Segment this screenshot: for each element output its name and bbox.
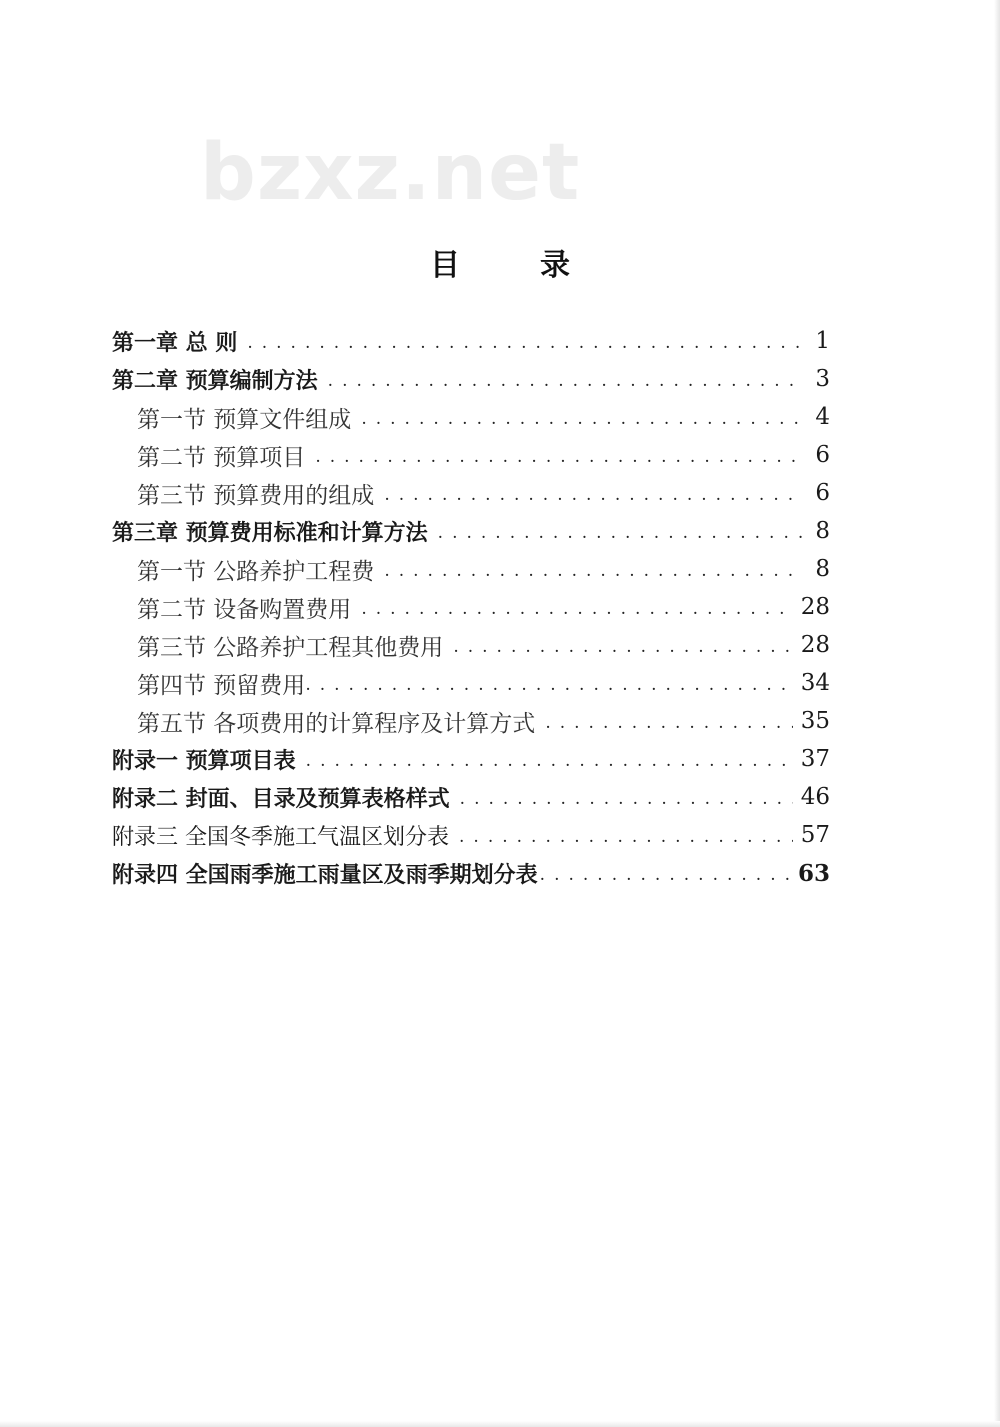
toc-entry-chapter-3-section-2[interactable] — [112, 588, 830, 626]
toc-entry-chapter-2-section-2[interactable] — [112, 436, 830, 474]
toc-entry-page: 57 — [793, 822, 830, 848]
toc-entry-page: 8 — [802, 556, 830, 582]
page-title — [0, 240, 1000, 284]
toc-entry-label: 第二节 预算项目 — [112, 439, 315, 472]
title-char-1: 目 — [430, 248, 460, 283]
leader-dots — [361, 403, 802, 431]
toc-entry-appendix-2[interactable] — [112, 778, 830, 816]
toc-entry-appendix-3[interactable] — [112, 816, 830, 854]
toc-entry-label: 第一章 总 则 — [112, 326, 247, 357]
toc-entry-page: 28 — [793, 594, 830, 620]
toc-entry-chapter-2[interactable] — [112, 360, 830, 398]
table-of-contents — [112, 322, 830, 892]
toc-entry-appendix-4[interactable] — [112, 854, 830, 892]
toc-entry-chapter-1[interactable] — [112, 322, 830, 360]
toc-entry-label: 附录一 预算项目表 — [112, 744, 306, 775]
toc-entry-label: 附录二 封面、目录及预算表格样式 — [112, 782, 460, 813]
title-char-2: 录 — [540, 248, 570, 283]
leader-dots — [305, 669, 792, 697]
leader-dots — [459, 821, 793, 849]
toc-entry-label: 第五节 各项费用的计算程序及计算方式 — [112, 705, 545, 738]
leader-dots — [545, 707, 792, 735]
leader-dots — [361, 593, 792, 621]
leader-dots — [247, 327, 802, 355]
page-edge-shadow — [994, 0, 1000, 1427]
toc-entry-label: 第二节 设备购置费用 — [112, 591, 361, 624]
toc-entry-label: 第二章 预算编制方法 — [112, 364, 328, 395]
toc-entry-appendix-1[interactable] — [112, 740, 830, 778]
leader-dots — [328, 365, 802, 393]
toc-entry-chapter-3-section-1[interactable] — [112, 550, 830, 588]
leader-dots — [315, 441, 802, 469]
toc-entry-page: 37 — [793, 746, 830, 772]
toc-entry-chapter-3-section-4[interactable] — [112, 664, 830, 702]
toc-entry-chapter-3-section-5[interactable] — [112, 702, 830, 740]
toc-entry-page: 35 — [793, 708, 830, 734]
watermark-text: bzxz.net — [200, 128, 581, 218]
toc-entry-page: 63 — [790, 860, 830, 887]
leader-dots — [453, 631, 792, 659]
toc-entry-page: 46 — [793, 784, 830, 810]
leader-dots — [540, 859, 790, 887]
toc-entry-label: 第一节 预算文件组成 — [112, 401, 361, 434]
toc-entry-chapter-3-section-3[interactable] — [112, 626, 830, 664]
toc-entry-label: 第四节 预留费用 — [112, 667, 305, 700]
toc-entry-label: 第三节 预算费用的组成 — [112, 477, 384, 510]
toc-entry-chapter-2-section-1[interactable] — [112, 398, 830, 436]
leader-dots — [384, 479, 802, 507]
toc-entry-page: 34 — [793, 670, 830, 696]
leader-dots — [306, 745, 793, 773]
toc-entry-page: 8 — [802, 518, 830, 544]
toc-entry-page: 4 — [802, 404, 830, 430]
leader-dots — [460, 783, 793, 811]
toc-entry-page: 1 — [802, 328, 830, 354]
toc-entry-label: 第三节 公路养护工程其他费用 — [112, 629, 453, 662]
toc-entry-page: 3 — [802, 366, 830, 392]
toc-entry-page: 28 — [793, 632, 830, 658]
toc-entry-chapter-3[interactable] — [112, 512, 830, 550]
toc-entry-label: 附录三 全国冬季施工气温区划分表 — [112, 820, 459, 851]
leader-dots — [384, 555, 802, 583]
toc-entry-label: 第一节 公路养护工程费 — [112, 553, 384, 586]
leader-dots — [438, 517, 802, 545]
toc-entry-label: 第三章 预算费用标准和计算方法 — [112, 516, 438, 547]
toc-entry-chapter-2-section-3[interactable] — [112, 474, 830, 512]
toc-entry-label: 附录四 全国雨季施工雨量区及雨季期划分表 — [112, 858, 540, 889]
toc-entry-page: 6 — [802, 480, 830, 506]
page-edge-shadow-bottom — [0, 1421, 1000, 1427]
toc-entry-page: 6 — [802, 442, 830, 468]
